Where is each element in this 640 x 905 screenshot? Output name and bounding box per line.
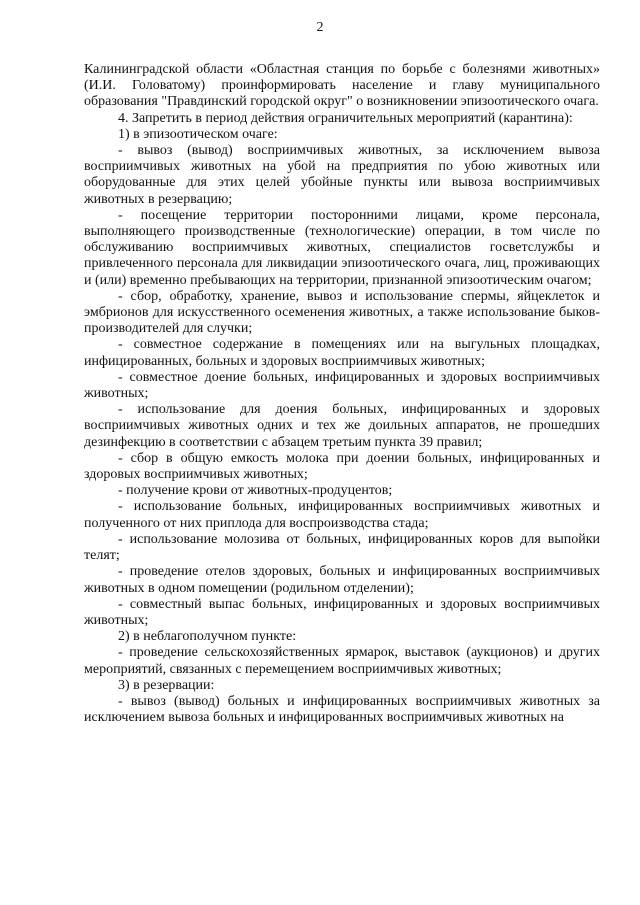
paragraph: Калининградской области «Областная станция по борьбе с болезнями животных» (И.И. Головатому) проинформировать население и главу муниципального образования "Правдинский городской округ" о возникновении эпизоотического очага.: [84, 62, 600, 110]
list-item: - совместное содержание в помещениях или на выгульных площадках, инфицированных, больных и здоровых восприимчивых животных;: [84, 337, 600, 369]
list-item: - использование для доения больных, инфицированных и здоровых восприимчивых животных одних и тех же доильных аппаратов, не прошедших дезинфекцию в соответствии с абзацем третьим пункта 39 правил;: [84, 402, 600, 450]
list-item: - вывоз (вывод) больных и инфицированных восприимчивых животных за исключением вывоза больных и инфицированных восприимчивых животных на: [84, 693, 600, 726]
list-item: - использование молозива от больных, инфицированных коров для выпойки телят;: [84, 531, 600, 564]
page-number: 2: [316, 20, 324, 35]
paragraph: 3) в резервации:: [118, 677, 215, 693]
document-body: [84, 62, 600, 726]
list-item: - совместное доение больных, инфицированных и здоровых восприимчивых животных;: [84, 369, 600, 402]
list-item: - сбор в общую емкость молока при доении больных, инфицированных и здоровых восприимчивых животных;: [84, 450, 600, 483]
paragraph: 1) в эпизоотическом очаге:: [118, 126, 278, 142]
list-item: - получение крови от животных-продуцентов;: [118, 483, 393, 499]
list-item: - проведение отелов здоровых, больных и инфицированных восприимчивых животных в одном помещении (родильном отделении);: [84, 564, 600, 596]
list-item: - вывоз (вывод) восприимчивых животных, за исключением вывоза восприимчивых животных на убой на предприятия по убою животных или оборудованные для этих целей убойные пункты или вывоза восприимчивых животных в резервацию;: [84, 143, 600, 207]
paragraph: 2) в неблагополучном пункте:: [118, 629, 297, 645]
paragraph: 4. Запретить в период действия ограничительных мероприятий (карантина):: [118, 110, 573, 126]
list-item: - сбор, обработку, хранение, вывоз и использование спермы, яйцеклеток и эмбрионов для искусственного осеменения животных, а также использование быков-производителей для случки;: [84, 288, 600, 337]
list-item: - совместный выпас больных, инфицированных и здоровых восприимчивых животных;: [84, 596, 600, 628]
list-item: - использование больных, инфицированных восприимчивых животных и полученного от них приплода для воспроизводства стада;: [84, 499, 600, 531]
list-item: - посещение территории посторонними лицами, кроме персонала, выполняющего производственные (технологические) операции, в том числе по обслуживанию восприимчивых животных, специалистов госветслужбы и привлеченного персонала для ликвидации эпизоотического очага, лиц, проживающих и (или) временно пребывающих на территории, признанной эпизоотическим очагом;: [84, 207, 600, 288]
list-item: - проведение сельскохозяйственных ярмарок, выставок (аукционов) и других мероприятий, связанных с перемещением восприимчивых животных;: [84, 645, 600, 677]
